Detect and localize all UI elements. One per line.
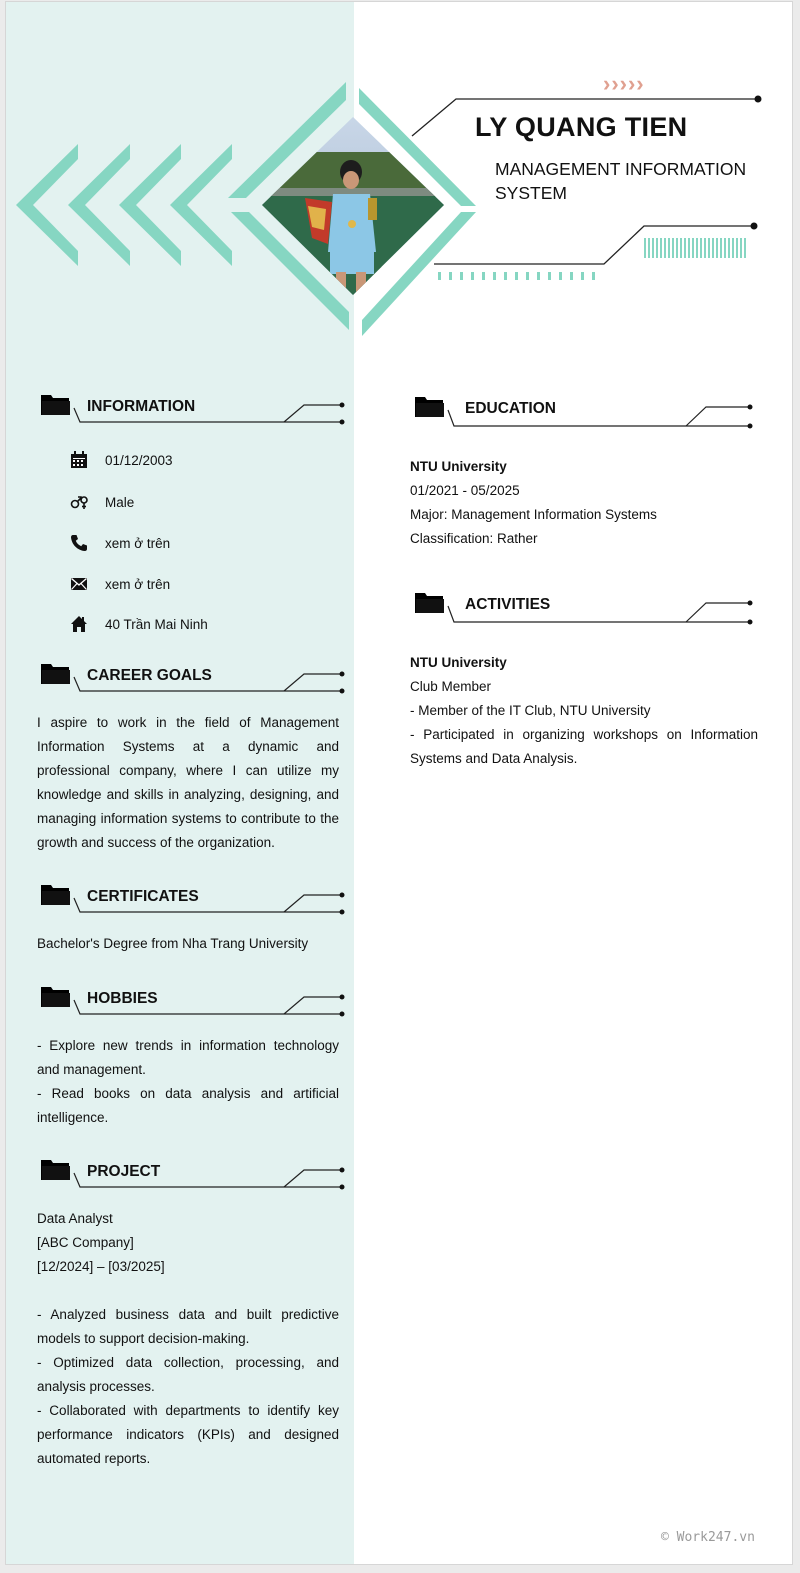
activity-item: - Member of the IT Club, NTU University	[410, 703, 651, 718]
education-major: Major: Management Information Systems	[410, 507, 657, 522]
project-company: [ABC Company]	[37, 1235, 134, 1250]
section-title-project: PROJECT	[87, 1163, 161, 1180]
circuit-dot-bottom	[751, 223, 758, 230]
mail-icon	[70, 575, 88, 593]
chevron-deco-4	[170, 144, 232, 266]
info-row-birthdate	[70, 449, 173, 471]
calendar-icon	[70, 451, 88, 469]
section-title-information: INFORMATION	[87, 398, 196, 415]
project-period: [12/2024] – [03/2025]	[37, 1259, 165, 1274]
hobbies-list	[37, 1034, 339, 1130]
activities-role: Club Member	[410, 679, 492, 694]
hobby-item: - Read books on data analysis and artificial intelligence.	[37, 1086, 339, 1125]
info-value: 01/12/2003	[105, 452, 173, 468]
project-item: - Analyzed business data and built predictive models to support decision-making.	[37, 1307, 339, 1346]
info-value: xem ở trên	[105, 576, 171, 592]
info-row-gender	[70, 491, 134, 513]
education-school: NTU University	[410, 459, 507, 474]
education-classification: Classification: Rather	[410, 531, 538, 546]
activities-details	[410, 651, 758, 771]
activities-org: NTU University	[410, 655, 507, 670]
project-item: - Collaborated with departments to identify key performance indicators (KPIs) and designed automated reports.	[37, 1403, 339, 1466]
candidate-name: LY QUANG TIEN	[475, 112, 688, 142]
phone-icon	[70, 534, 88, 552]
info-value: xem ở trên	[105, 535, 171, 551]
certificate-text: Bachelor's Degree from Nha Trang University	[37, 936, 309, 951]
tick-row-right	[644, 238, 746, 258]
section-title-hobbies: HOBBIES	[87, 990, 158, 1007]
project-role: Data Analyst	[37, 1211, 113, 1226]
home-icon	[70, 615, 88, 633]
section-title-activities: ACTIVITIES	[465, 596, 551, 613]
info-row-address	[70, 613, 208, 635]
section-title-career-goals: CAREER GOALS	[87, 667, 212, 684]
career-goals-text: I aspire to work in the field of Management Information Systems at a dynamic and professional company, where I can utilize my knowledge and skills in analyzing, designing, and managing information systems to contribute to the growth and success of the organization.	[37, 715, 339, 850]
section-title-education: EDUCATION	[465, 400, 556, 417]
circuit-dot-top	[755, 96, 762, 103]
gender-icon	[70, 493, 88, 511]
education-period: 01/2021 - 05/2025	[410, 483, 520, 498]
job-position: MANAGEMENT INFORMATION SYSTEM	[495, 159, 747, 203]
tick-row-lower	[438, 272, 595, 280]
chevron-accent: ›››››	[603, 71, 645, 96]
info-row-email	[70, 573, 170, 595]
education-details	[410, 455, 758, 551]
hobby-item: - Explore new trends in information technology and management.	[37, 1038, 339, 1077]
profile-photo	[256, 112, 451, 302]
cv-page	[5, 1, 793, 1565]
folder-icon-education	[415, 397, 444, 417]
section-title-certificates: CERTIFICATES	[87, 888, 199, 905]
info-value: Male	[105, 494, 135, 510]
info-value: 40 Trần Mai Ninh	[105, 616, 208, 632]
project-details	[37, 1207, 339, 1471]
project-item: - Optimized data collection, processing, and analysis processes.	[37, 1355, 339, 1394]
folder-icon-activities	[415, 593, 444, 613]
info-row-phone	[70, 532, 170, 554]
activity-item: - Participated in organizing workshops on Information Systems and Data Analysis.	[410, 727, 758, 766]
watermark: © Work247.vn	[661, 1530, 755, 1545]
